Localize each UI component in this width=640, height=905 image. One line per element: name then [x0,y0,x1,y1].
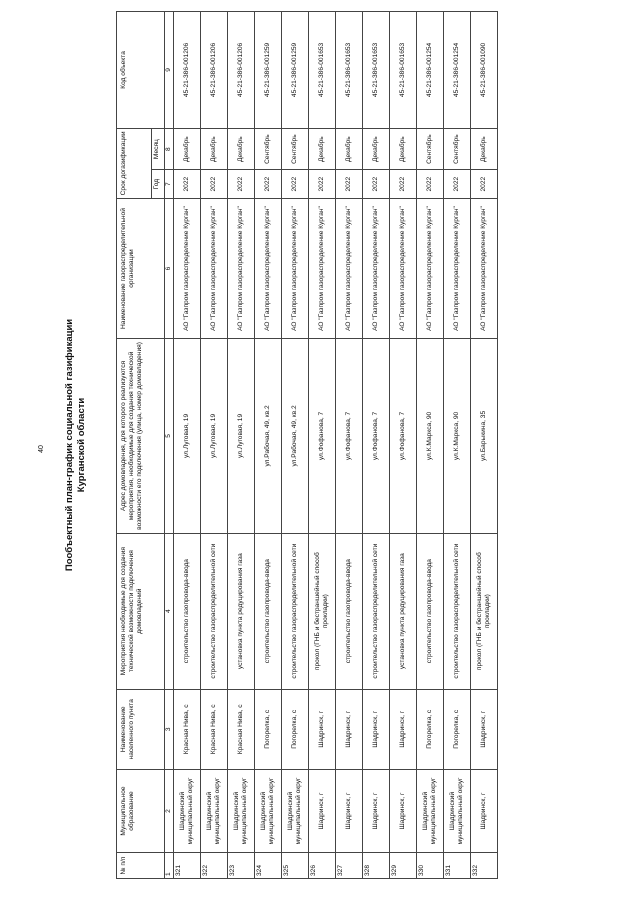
measure-cell: строительство газораспределительной сети [201,533,228,689]
settlement-cell: Шадринск, г [471,689,498,769]
settlement-cell: Красная Нива, с [174,689,201,769]
column-number-cell: 8 [165,128,174,170]
table-row [228,12,255,879]
table-body [174,12,498,879]
month-cell: Декабрь [363,128,390,170]
year-cell: 2022 [201,170,228,199]
settlement-cell: Шадринск, г [363,689,390,769]
year-cell: 2022 [417,170,444,199]
org-cell: АО "Газпром газораспределение Курган" [255,198,282,338]
row-number-cell: 326 [309,853,336,879]
settlement-cell: Шадринск, г [336,689,363,769]
settlement-cell: Красная Нива, с [228,689,255,769]
municipality-cell: Шадринский муниципальный округ [282,769,309,852]
row-number-cell: 325 [282,853,309,879]
month-cell: Декабрь [336,128,363,170]
table-row [471,12,498,879]
measure-cell: строительство газораспределительной сети [444,533,471,689]
page-number: 40 [38,445,45,453]
column-number-cell: 2 [165,769,174,852]
row-number-cell: 332 [471,853,498,879]
table-row [174,12,201,879]
year-cell: 2022 [174,170,201,199]
year-cell: 2022 [336,170,363,199]
measure-cell: прокол (ГНБ и бестраншейный способ прокладки) [309,533,336,689]
header-address: Адрес домовладения, для которого реализуются мероприятия, необходимые для создания технической возможности его подключения (улица, номер домовладения) [117,339,165,534]
year-cell: 2022 [228,170,255,199]
header-month: Месяц [152,128,165,170]
year-cell: 2022 [471,170,498,199]
column-number-cell: 5 [165,339,174,534]
row-number-cell: 329 [390,853,417,879]
org-cell: АО "Газпром газораспределение Курган" [471,198,498,338]
address-cell: ул.Луговая, 19 [201,339,228,534]
month-cell: Декабрь [228,128,255,170]
municipality-cell: Шадринск, г [471,769,498,852]
address-cell: ул.Рабочая, 49, кв.2 [255,339,282,534]
month-cell: Декабрь [471,128,498,170]
row-number-cell: 322 [201,853,228,879]
measure-cell: строительство газораспределительной сети [363,533,390,689]
municipality-cell: Шадринск, г [336,769,363,852]
municipality-cell: Шадринск, г [309,769,336,852]
settlement-cell: Шадринск, г [390,689,417,769]
municipality-cell: Шадринский муниципальный округ [174,769,201,852]
column-number-cell: 9 [165,12,174,129]
row-number-cell: 327 [336,853,363,879]
settlement-cell: Шадринск, г [309,689,336,769]
column-number-row [165,12,174,879]
table-row [282,12,309,879]
month-cell: Сентябрь [444,128,471,170]
table-row [444,12,471,879]
settlement-cell: Погорелка, с [255,689,282,769]
year-cell: 2022 [255,170,282,199]
code-cell: 45-21-386-001206 [201,12,228,129]
month-cell: Декабрь [174,128,201,170]
row-number-cell: 328 [363,853,390,879]
address-cell: ул.Фофанова, 7 [336,339,363,534]
address-cell: ул.Луговая, 19 [174,339,201,534]
header-deadline: Срок догазификации [117,128,152,198]
settlement-cell: Красная Нива, с [201,689,228,769]
code-cell: 45-21-386-001653 [336,12,363,129]
address-cell: ул.Фофанова, 7 [390,339,417,534]
code-cell: 45-21-386-001653 [363,12,390,129]
org-cell: АО "Газпром газораспределение Курган" [444,198,471,338]
code-cell: 45-21-386-001259 [255,12,282,129]
year-cell: 2022 [363,170,390,199]
municipality-cell: Шадринский муниципальный округ [255,769,282,852]
code-cell: 45-21-386-001206 [228,12,255,129]
gasification-table [116,11,498,879]
header-measures: Мероприятия необходимые для создания технической возможности подключения домовладений [117,533,165,689]
row-number-cell: 330 [417,853,444,879]
column-number-cell: 6 [165,198,174,338]
settlement-cell: Погорелка, с [444,689,471,769]
title-line-1: Пообъектный план-график социальной газификации [64,318,75,572]
org-cell: АО "Газпром газораспределение Курган" [363,198,390,338]
row-number-cell: 324 [255,853,282,879]
code-cell: 45-21-386-001254 [417,12,444,129]
table-row [201,12,228,879]
year-cell: 2022 [444,170,471,199]
measure-cell: строительство газопровода-ввода [255,533,282,689]
measure-cell: установка пункта редуцирования газа [228,533,255,689]
org-cell: АО "Газпром газораспределение Курган" [282,198,309,338]
year-cell: 2022 [309,170,336,199]
municipality-cell: Шадринский муниципальный округ [444,769,471,852]
municipality-cell: Шадринск, г [363,769,390,852]
municipality-cell: Шадринский муниципальный округ [417,769,444,852]
page-title [64,285,88,605]
org-cell: АО "Газпром газораспределение Курган" [417,198,444,338]
measure-cell: строительство газопровода-ввода [336,533,363,689]
table-row [336,12,363,879]
municipality-cell: Шадринск, г [390,769,417,852]
row-number-cell: 321 [174,853,201,879]
code-cell: 45-21-386-001254 [444,12,471,129]
header-num: № п/п [117,853,165,879]
org-cell: АО "Газпром газораспределение Курган" [228,198,255,338]
column-number-cell: 1 [165,853,174,879]
month-cell: Сентябрь [255,128,282,170]
address-cell: ул.Рабочая, 49, кв.2 [282,339,309,534]
org-cell: АО "Газпром газораспределение Курган" [174,198,201,338]
code-cell: 45-21-386-001653 [390,12,417,129]
org-cell: АО "Газпром газораспределение Курган" [390,198,417,338]
column-number-cell: 4 [165,533,174,689]
year-cell: 2022 [282,170,309,199]
month-cell: Декабрь [390,128,417,170]
code-cell: 45-21-386-001090 [471,12,498,129]
table-row [363,12,390,879]
measure-cell: установка пункта редуцирования газа [390,533,417,689]
address-cell: ул.Луговая, 19 [228,339,255,534]
settlement-cell: Погорелка, с [282,689,309,769]
org-cell: АО "Газпром газораспределение Курган" [201,198,228,338]
org-cell: АО "Газпром газораспределение Курган" [336,198,363,338]
column-number-cell: 7 [165,170,174,199]
month-cell: Сентябрь [417,128,444,170]
table-row [390,12,417,879]
header-org: Наименование газораспределительной организации [117,198,165,338]
measure-cell: прокол (ГНБ и бестраншейный способ прокладки) [471,533,498,689]
table-row [417,12,444,879]
measure-cell: строительство газопровода-ввода [417,533,444,689]
month-cell: Сентябрь [282,128,309,170]
address-cell: ул.Фофанова, 7 [309,339,336,534]
month-cell: Декабрь [309,128,336,170]
org-cell: АО "Газпром газораспределение Курган" [309,198,336,338]
header-municipality: Муниципальное образование [117,769,165,852]
header-code: Код объекта [117,12,165,129]
title-line-2: Курганской области [76,397,87,493]
address-cell: ул.К.Маркса, 90 [417,339,444,534]
municipality-cell: Шадринский муниципальный округ [201,769,228,852]
code-cell: 45-21-386-001653 [309,12,336,129]
year-cell: 2022 [390,170,417,199]
month-cell: Декабрь [201,128,228,170]
measure-cell: строительство газопровода-ввода [174,533,201,689]
column-number-cell: 3 [165,689,174,769]
code-cell: 45-21-386-001206 [174,12,201,129]
address-cell: ул.Фофанова, 7 [363,339,390,534]
address-cell: ул.К.Маркса, 90 [444,339,471,534]
measure-cell: строительство газораспределительной сети [282,533,309,689]
row-number-cell: 323 [228,853,255,879]
header-year: Год [152,170,165,199]
municipality-cell: Шадринский муниципальный округ [228,769,255,852]
table-row [255,12,282,879]
settlement-cell: Погорелка, с [417,689,444,769]
row-number-cell: 331 [444,853,471,879]
header-settlement: Наименование населенного пункта [117,689,165,769]
code-cell: 45-21-386-001259 [282,12,309,129]
address-cell: ул.Барыкина, 35 [471,339,498,534]
table-row [309,12,336,879]
